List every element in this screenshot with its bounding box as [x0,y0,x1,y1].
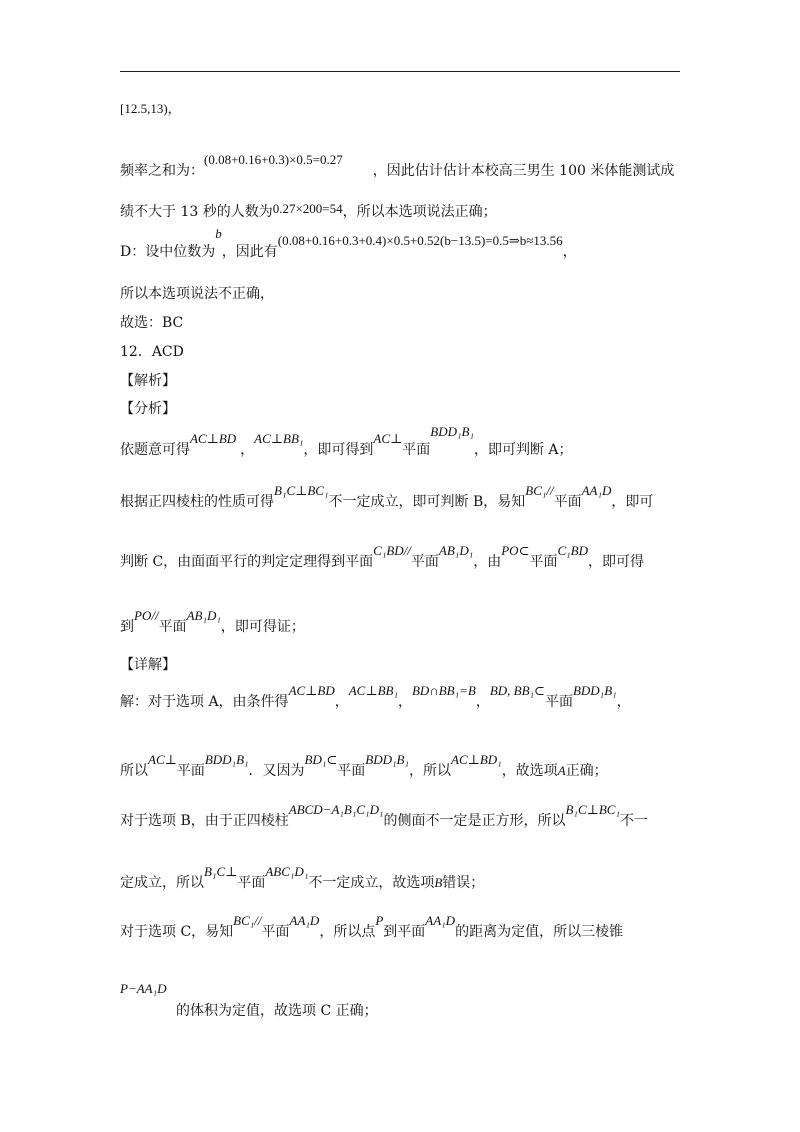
text-line-12 [120,543,644,571]
formula: BC₁// [233,913,262,928]
text: ，即可得到 [303,442,374,458]
text-line-7 [120,343,184,361]
text: 平面 [261,924,290,940]
text: ，即可 [611,494,654,510]
formula: PO⊂ [501,543,530,558]
formula: AC⊥BD₁ [451,752,502,767]
formula: P [375,913,384,928]
text: 正确； [565,763,608,779]
text: ，即可得证； [220,619,305,635]
text-line-4 [120,226,577,261]
text-line-13 [120,608,305,636]
text: 依题意可得 [120,442,190,458]
text: ， [616,694,631,710]
text: ．又因为 [248,763,305,779]
formula: AA₁D [425,913,456,928]
text-line-15 [120,683,631,711]
section-label: 【详解】 [120,657,176,673]
text-line-19 [120,913,624,941]
text: 对于选项 C，易知 [120,924,234,940]
formula: BD₁⊂ [304,752,338,767]
text: 平面 [237,875,266,891]
formula: C₁BD [557,543,588,558]
formula: ABCD−A₁B₁C₁D₁ [288,802,384,817]
text: 对于选项 B，由于正四棱柱 [120,813,289,829]
formula: BDD₁B₁ [365,752,409,767]
formula: A [557,763,566,778]
text: 不一定成立，故选项 [308,875,435,891]
formula: BD, BB₁⊂ [489,683,545,698]
text: 不一定成立，即可判断 B，易知 [328,494,526,510]
text: 的距离为定值，所以三棱锥 [455,924,624,940]
formula: AC⊥BB₁ [254,431,304,446]
formula: AB₁D₁ [438,543,474,558]
text-line-18 [120,864,485,892]
formula: C₁BD// [373,543,411,558]
text-line-1 [120,100,181,118]
text: ，所以本选项说法正确； [342,204,497,220]
text-line-17 [120,802,648,830]
header-rule [120,71,680,72]
formula: B₁C⊥ [204,864,238,879]
formula: BD∩BB₁=B [411,683,476,698]
text: 所以本选项说法不正确， [120,286,274,302]
text: 平面 [337,763,366,779]
text: 平面 [553,494,582,510]
text: ，由 [473,554,502,570]
formula: BDD₁B₁ [204,752,249,767]
formula: AC⊥ [373,431,403,446]
formula: BDD₁B₁ [430,424,474,439]
text: ， [240,442,255,458]
text: ， [334,694,349,710]
text: 频率之和为： [120,163,204,179]
formula: B₁C⊥BC₁ [274,483,329,498]
text: 根据正四棱柱的性质可得 [120,494,274,510]
formula: b [215,226,222,241]
text: 平面 [176,763,205,779]
text: 故选：BC [120,315,184,331]
formula: P−AA₁D [120,981,167,996]
text: 平面 [410,554,439,570]
text: 所以 [120,763,148,779]
text: ，因此估计估计本校高三男生 100 米体能测试成 [372,163,675,179]
text-line-14 [120,656,176,674]
text: 的侧面不一定是正方形，所以 [383,813,566,829]
text: 到平面 [383,924,426,940]
formula: BC₁// [525,483,554,498]
text: 的体积为定值，故选项 C 正确； [176,1003,378,1019]
text: ，因此有 [221,244,278,260]
text-line-3 [120,203,497,221]
text: ，所以 [409,763,451,779]
formula: (0.08+0.16+0.3+0.4)×0.5+0.52(b−13.5)=0.5⇒b≈13.56 [277,233,563,248]
text: D：设中位数为 [120,244,216,260]
text-line-16 [120,752,608,780]
interval: [12.5,13)， [120,101,181,116]
text: 判断 C，由面面平行的判定定理得到平面 [120,554,374,570]
text: ，即可得 [588,554,644,570]
text: 错误； [442,875,485,891]
formula: B₁C⊥BC₁ [565,802,620,817]
formula: AC⊥BD [190,431,237,446]
text: 到 [120,619,134,635]
formula: AB₁D₁ [186,608,221,623]
text-line-20 [120,981,378,1026]
formula: (0.08+0.16+0.3)×0.5=0.27 [204,152,343,167]
text: ，所以点 [319,924,376,940]
text: 定成立，所以 [120,875,204,891]
text: 平面 [544,694,573,710]
formula: PO// [134,608,159,623]
text-line-11 [120,483,654,511]
section-label: 【分析】 [120,401,176,417]
section-label: 【解析】 [120,373,176,389]
text: 解：对于选项 A，由条件得 [120,694,289,710]
text: ， [397,694,412,710]
text: 12．ACD [120,344,184,360]
formula: ABC₁D₁ [265,864,309,879]
formula: BDD₁B₁ [572,683,617,698]
text-line-2 [120,152,675,180]
formula: B [434,875,443,890]
text: ，故选项 [501,763,558,779]
formula: AA₁D [289,913,320,928]
text-line-8 [120,372,176,390]
text: 绩不大于 13 秒的人数为 [120,204,273,220]
text-line-9 [120,400,176,418]
formula: AC⊥BB₁ [348,683,398,698]
formula: AA₁D [581,483,612,498]
formula: AC⊥ [148,752,177,767]
text: ， [475,694,490,710]
text: 平面 [158,619,187,635]
text-line-6 [120,314,183,332]
text: 平面 [402,442,431,458]
text-line-10 [120,424,573,459]
text: 不一 [619,813,648,829]
formula: AC⊥BD [288,683,335,698]
text: ， [562,244,577,260]
text: 平面 [529,554,558,570]
text: ，即可判断 A； [473,442,573,458]
formula: 0.27×200=54 [272,201,343,216]
text-line-5 [120,285,274,303]
